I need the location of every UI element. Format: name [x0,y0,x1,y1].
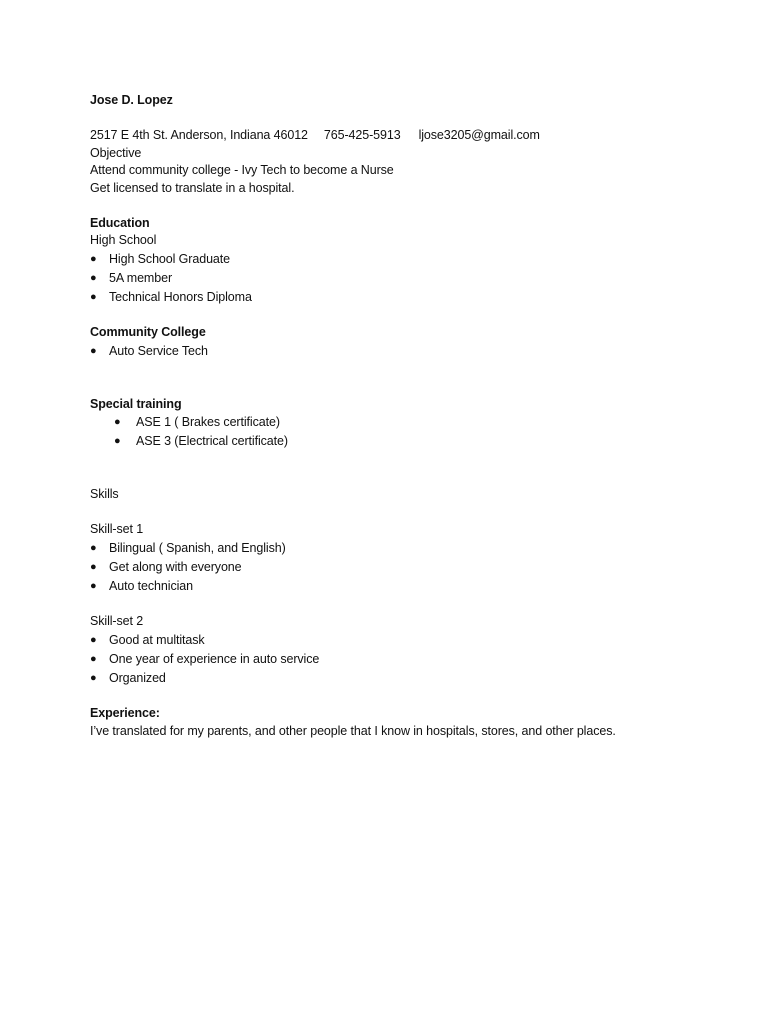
bullet-icon: ● [90,541,97,554]
list-item: ● Auto Service Tech [90,342,730,361]
bullet-icon: ● [90,652,97,665]
high-school-label: High School [90,233,157,247]
contact-email: ljose3205@gmail.com [418,128,540,142]
bullet-icon: ● [90,271,97,284]
bullet-icon: ● [90,579,97,592]
skill-set-2-list [90,631,730,688]
experience-text: I’ve translated for my parents, and other people that I know in hospitals, stores, and other places. [90,723,616,738]
contact-phone: 765-425-5913 [323,128,401,142]
list-item: ● Good at multitask [90,631,730,650]
resume-body [90,92,730,740]
list-item: ● Auto technician [90,577,730,596]
bullet-icon: ● [90,671,97,684]
list-item: ● 5A member [90,269,730,288]
list-item: ● ASE 1 ( Brakes certificate) [90,413,730,432]
list-item: ● Get along with everyone [90,558,730,577]
experience-heading: Experience: [90,706,160,720]
contact-address: 2517 E 4th St. Anderson, Indiana 46012 [90,128,308,142]
bullet-icon: ● [90,290,97,303]
bullet-icon: ● [114,416,121,428]
bullet-icon: ● [90,252,97,265]
community-college-list [90,342,730,361]
list-item: ● Organized [90,669,730,688]
objective-line: Attend community college - Ivy Tech to become a Nurse [90,163,394,177]
objective-heading: Objective [90,145,142,160]
contact-line [90,127,730,145]
list-item: ● One year of experience in auto service [90,650,730,669]
high-school-list [90,250,730,307]
list-item: ● High School Graduate [90,250,730,269]
list-item: ● Technical Honors Diploma [90,288,730,307]
list-item: ● Bilingual ( Spanish, and English) [90,539,730,558]
community-college-label: Community College [90,325,206,339]
bullet-icon: ● [90,560,97,573]
skills-heading: Skills [90,487,119,501]
skill-set-2-label: Skill-set 2 [90,614,144,628]
objective-line: Get licensed to translate in a hospital. [90,180,295,195]
skill-set-1-label: Skill-set 1 [90,522,144,536]
special-training-list [90,413,730,451]
special-training-label: Special training [90,396,182,411]
list-item: ● ASE 3 (Electrical certificate) [90,432,730,451]
education-heading: Education [90,215,150,230]
bullet-icon: ● [90,633,97,646]
bullet-icon: ● [90,344,97,357]
bullet-icon: ● [114,435,121,447]
skill-set-1-list [90,539,730,596]
resume-name: Jose D. Lopez [90,93,173,107]
